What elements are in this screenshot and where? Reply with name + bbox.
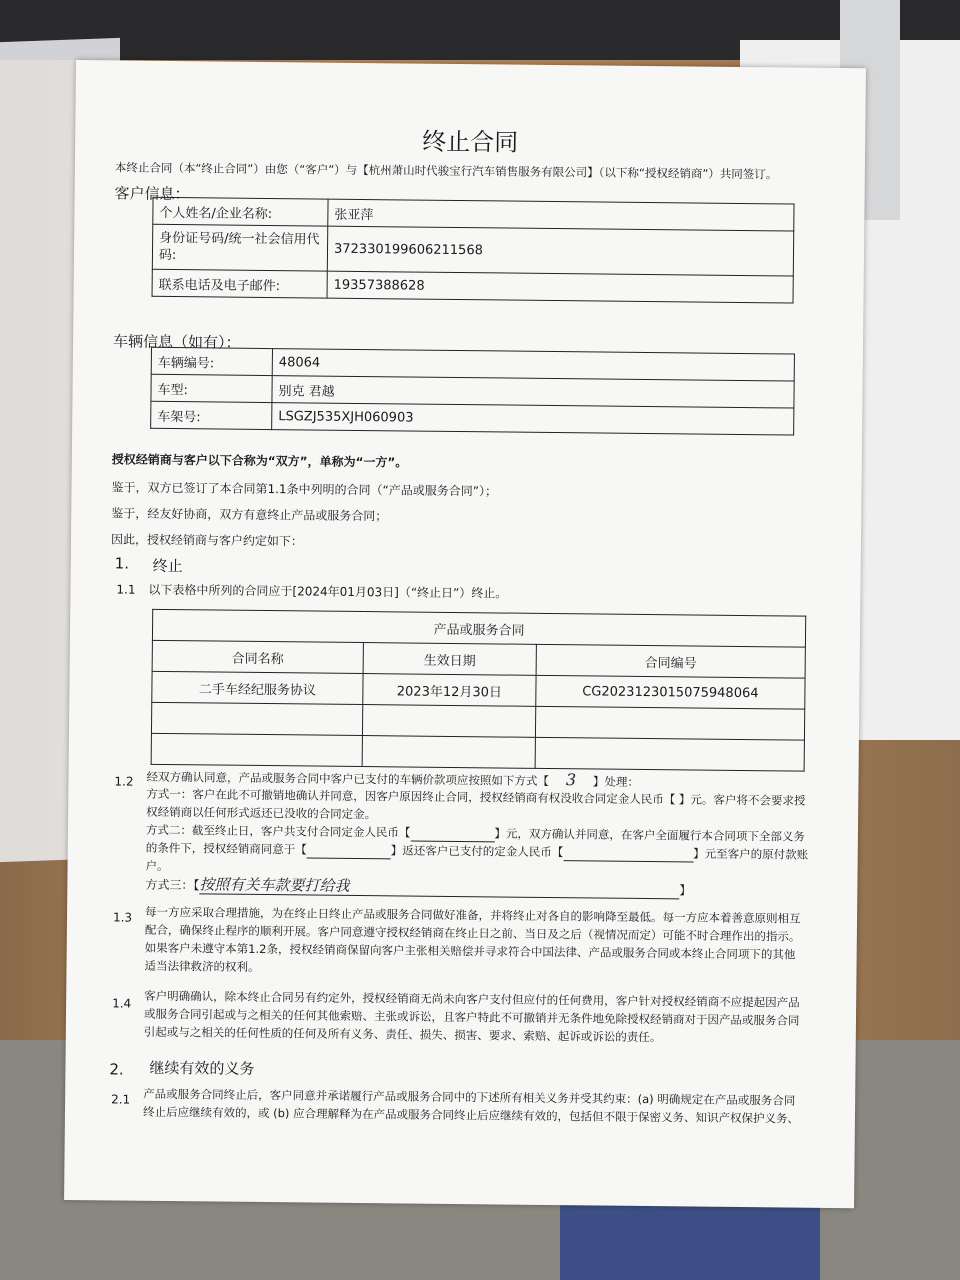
method-3-line — [145, 875, 691, 900]
cell-empty — [362, 736, 535, 769]
cell-effective-date: 2023年12月30日 — [363, 674, 536, 707]
method-1-line-b: 权经销商以任何形式返还已没收的合同定金。 — [146, 804, 377, 822]
column-effective-date: 生效日期 — [363, 643, 536, 676]
method-2-date-blank — [307, 857, 391, 859]
table-title: 产品或服务合同 — [152, 609, 805, 647]
contract-list-table — [151, 609, 807, 772]
method-2-text-b3: 】元至客户的原付款账 — [693, 846, 809, 862]
section-1-number: 1. — [114, 554, 130, 573]
clause-1-4-line-2: 或服务合同引起或与之相关的任何其他索赔、主张或诉讼，且客户特此不可撤销并无条件地免除授权经销商对于因产品或服务合同 — [143, 1006, 800, 1028]
vehicle-model-value: 别克 君越 — [272, 376, 794, 408]
cell-empty — [535, 706, 804, 740]
clause-1-2-number: 1.2 — [114, 774, 134, 789]
customer-id-value: 372330199606211568 — [327, 226, 793, 276]
cell-empty — [151, 733, 362, 766]
section-2-number: 2. — [109, 1060, 124, 1079]
parties-definition: 授权经销商与客户以下合称为“双方”，单称为“一方”。 — [111, 452, 408, 470]
vehicle-vin-value: LSGZJ535XJH060903 — [272, 403, 794, 435]
method-2-text-a: 方式二：截至终止日，客户共支付合同定金人民币【 — [145, 822, 411, 840]
vehicle-info-table — [150, 347, 795, 436]
clause-1-3-number: 1.3 — [112, 910, 133, 925]
clause-1-2-tail: 】处理： — [592, 774, 640, 789]
method-2-text-b: 的条件下，授权经销商同意于【 — [145, 840, 307, 857]
clause-1-4-number: 1.4 — [112, 996, 132, 1011]
customer-id-label: 身份证号码/统一社会信用代码: — [152, 224, 327, 271]
handwritten-method-choice: 3 — [565, 770, 577, 790]
clause-1-4-line-1: 客户明确确认，除本终止合同另有约定外，授权经销商无尚未向客户支付但应付的任何费用，客户针对授权经销商不应提起因产品 — [144, 988, 800, 1010]
method-3-label: 方式三：【 — [145, 877, 200, 893]
table-row — [151, 733, 804, 771]
customer-name-label: 个人姓名/企业名称: — [153, 197, 328, 226]
table-row — [151, 401, 794, 435]
method-2-refund-blank — [563, 860, 693, 862]
clause-1-3-line-1: 每一方应采取合理措施，为在终止日终止产品或服务合同做好准备，并将终止对各自的影响降至最低。每一方应本着善意原则相互 — [145, 904, 801, 926]
whereas-clause-1: 鉴于，双方已签订了本合同第1.1条中列明的合同（“产品或服务合同”）； — [111, 480, 498, 499]
section-2-title: 继续有效的义务 — [149, 1058, 255, 1078]
table-row — [152, 269, 793, 303]
clause-1-2-lead: 经双方确认同意，产品或服务合同中客户已支付的车辆价款项应按照如下方式【 — [146, 769, 550, 788]
clause-2-1-number: 2.1 — [111, 1092, 131, 1107]
method-1-line-a: 方式一：客户在此不可撤销地确认并同意，因客户原因终止合同，授权经销商有权没收合同定金人民币【 】元。客户将不会要求授 — [146, 786, 806, 808]
whereas-clause-2: 鉴于，经友好协商，双方有意终止产品或服务合同； — [111, 506, 388, 524]
document-title: 终止合同 — [422, 127, 519, 157]
column-contract-name: 合同名称 — [152, 640, 363, 673]
cell-empty — [535, 737, 804, 771]
method-2-text-b2: 】返还客户已支付的定金人民币【 — [390, 843, 564, 860]
clause-2-1-line-2: 终止后应继续有效的，或 (b) 应合理解释为在产品或服务合同终止后应继续有效的，包括但不限于保密义务、知识产权保护义务、 — [142, 1104, 800, 1126]
handwritten-method-3-note: 按照有关车款要打给我 — [199, 875, 679, 899]
vehicle-number-label: 车辆编号: — [151, 347, 272, 375]
customer-phone-label: 联系电话及电子邮件: — [152, 269, 327, 298]
cell-contract-name: 二手车经纪服务协议 — [152, 671, 363, 704]
method-3-end: 】 — [679, 883, 692, 898]
clause-1-1-text: 以下表格中所列的合同应于[2024年01月03日]（“终止日”）终止。 — [148, 582, 508, 601]
cell-empty — [151, 702, 362, 735]
vehicle-number-value: 48064 — [272, 349, 794, 381]
customer-name-value: 张亚萍 — [328, 199, 794, 231]
customer-phone-value: 19357388628 — [327, 271, 793, 303]
cell-contract-number: CG2023123015075948064 — [536, 675, 805, 709]
method-2-text-a2: 】元，双方确认并同意，在客户全面履行本合同项下全部义务 — [494, 826, 805, 844]
clause-1-3-line-3: 如果客户未遵守本第1.2条，授权经销商保留向客户主张相关赔偿并寻求符合中国法律、产品或服务合同或本终止合同项下的其他 — [144, 940, 796, 962]
clause-1-4-line-3: 引起或与之相关的任何性质的任何及所有义务、责任、损失、损害、要求、索赔、起诉或诉讼的责任。 — [143, 1024, 662, 1045]
intro-paragraph: 本终止合同（本“终止合同”）由您（“客户”）与【杭州萧山时代骏宝行汽车销售服务有限公司】（以下称“授权经销商”）共同签订。 — [114, 160, 778, 182]
vehicle-info-heading: 车辆信息（如有）： — [112, 332, 241, 352]
method-2-line-c: 户。 — [145, 858, 169, 874]
clause-2-1-line-1: 产品或服务合同终止后，客户同意并承诺履行产品或服务合同中的下述所有相关义务并受其约束：(a) 明确规定在产品或服务合同 — [143, 1086, 796, 1108]
contract-paper — [64, 60, 866, 1208]
cell-empty — [362, 705, 535, 738]
customer-info-table — [152, 197, 795, 304]
therefore-clause: 因此，授权经销商与客户约定如下： — [110, 532, 304, 549]
section-1-title: 终止 — [152, 556, 183, 576]
clause-1-3-line-2: 配合，确保终止程序的顺利开展。客户同意遵守授权经销商在终止日之前、当日及之后（视情况而定）可能不时合理作出的指示。 — [144, 922, 801, 944]
column-contract-number: 合同编号 — [536, 644, 805, 678]
customer-info-heading: 客户信息： — [114, 184, 190, 204]
vehicle-vin-label: 车架号: — [151, 401, 272, 429]
table-row — [152, 224, 793, 276]
clause-1-3-line-4: 适当法律救济的权利。 — [144, 958, 260, 974]
vehicle-model-label: 车型: — [151, 374, 272, 402]
clause-1-1-number: 1.1 — [116, 582, 136, 597]
